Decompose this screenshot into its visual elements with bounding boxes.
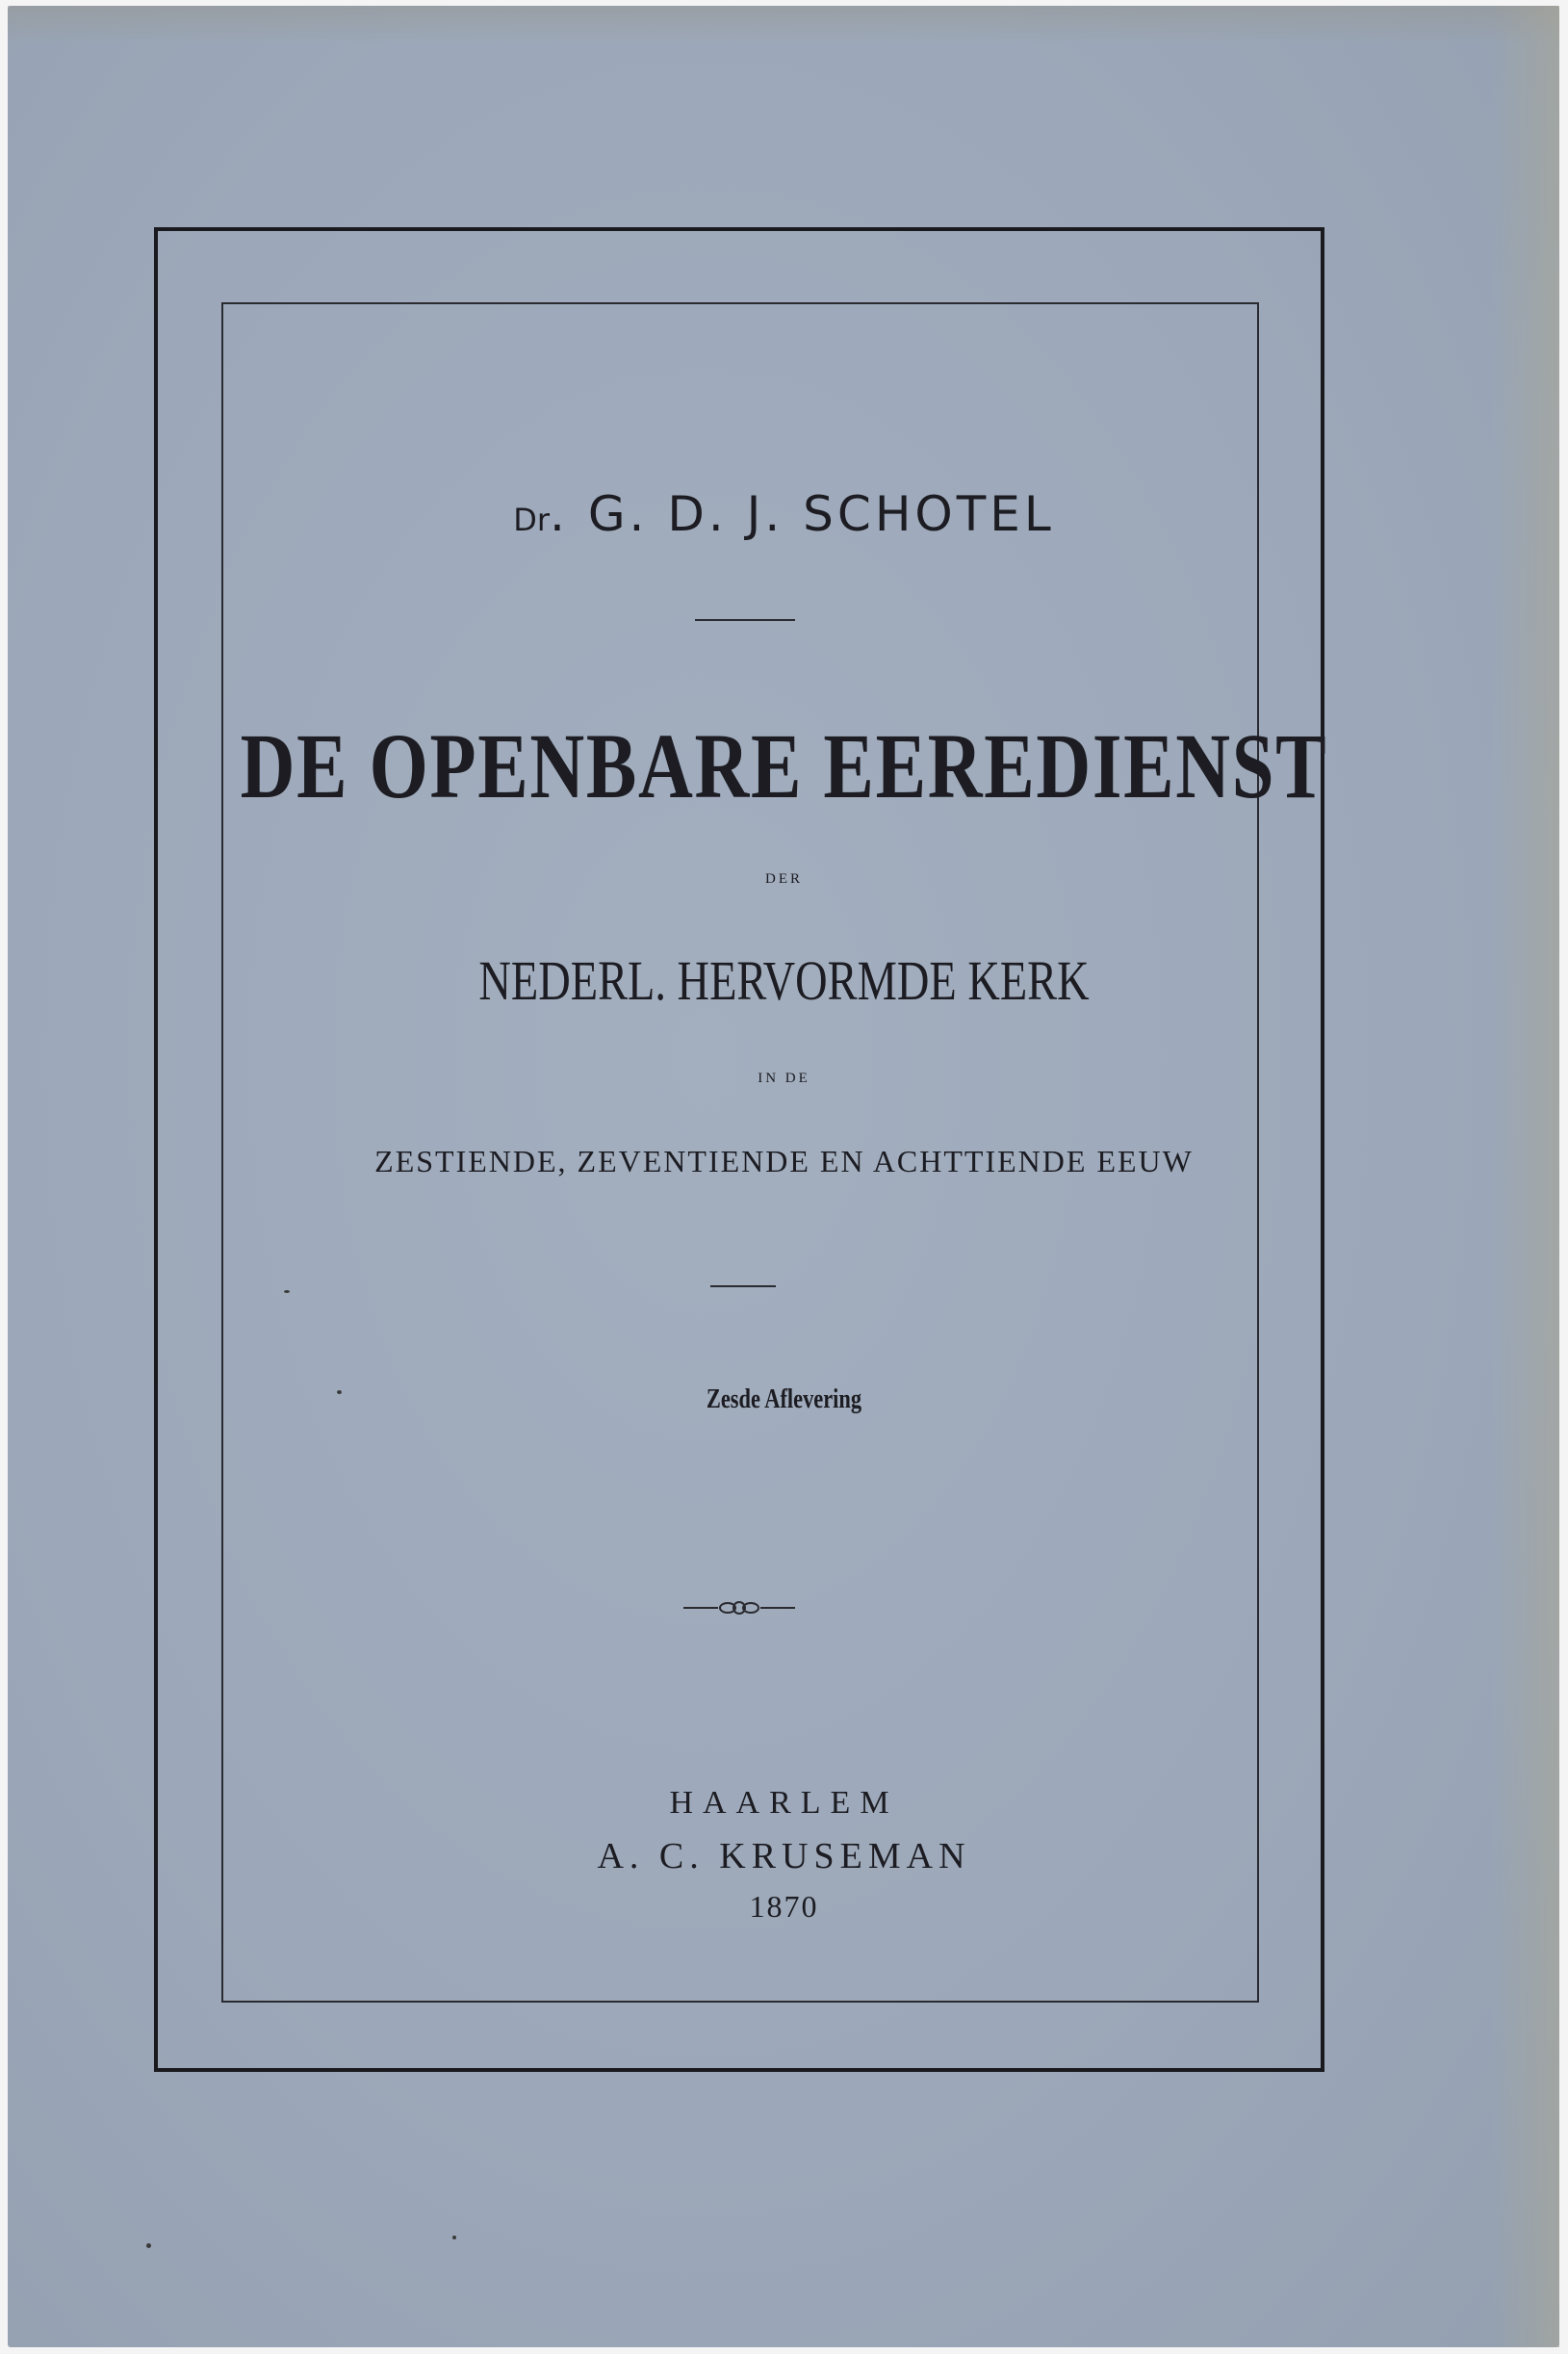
divider-rule-middle [710,1285,776,1287]
paper-speck [284,1290,290,1293]
book-title: DE OPENBARE EEREDIENST [240,714,1328,817]
author-name: . [550,486,588,542]
imprint-year: 1870 [749,1889,819,1924]
author-name-text: G. D. J. SCHOTEL [587,486,1055,542]
subtitle-centuries: ZESTIENDE, ZEVENTIENDE EN ACHTTIENDE EEUW [374,1144,1194,1178]
author-prefix: Dr [513,502,551,538]
imprint-publisher: A. C. KRUSEMAN [597,1836,971,1876]
imprint-city: HAARLEM [669,1785,899,1821]
paper-speck [146,2243,151,2248]
connector-in-de: IN DE [758,1071,810,1086]
subtitle-church: NEDERL. HERVORMDE KERK [478,949,1090,1012]
author-line [0,486,1568,542]
divider-rule-top [695,619,795,621]
paper-stain-top [8,6,1559,44]
paper-speck [337,1390,342,1394]
connector-der: DER [765,871,803,887]
ornament-flourish-icon [683,1598,795,1617]
installment-label: Zesde Aflevering [706,1384,862,1414]
paper-speck [452,2236,456,2239]
